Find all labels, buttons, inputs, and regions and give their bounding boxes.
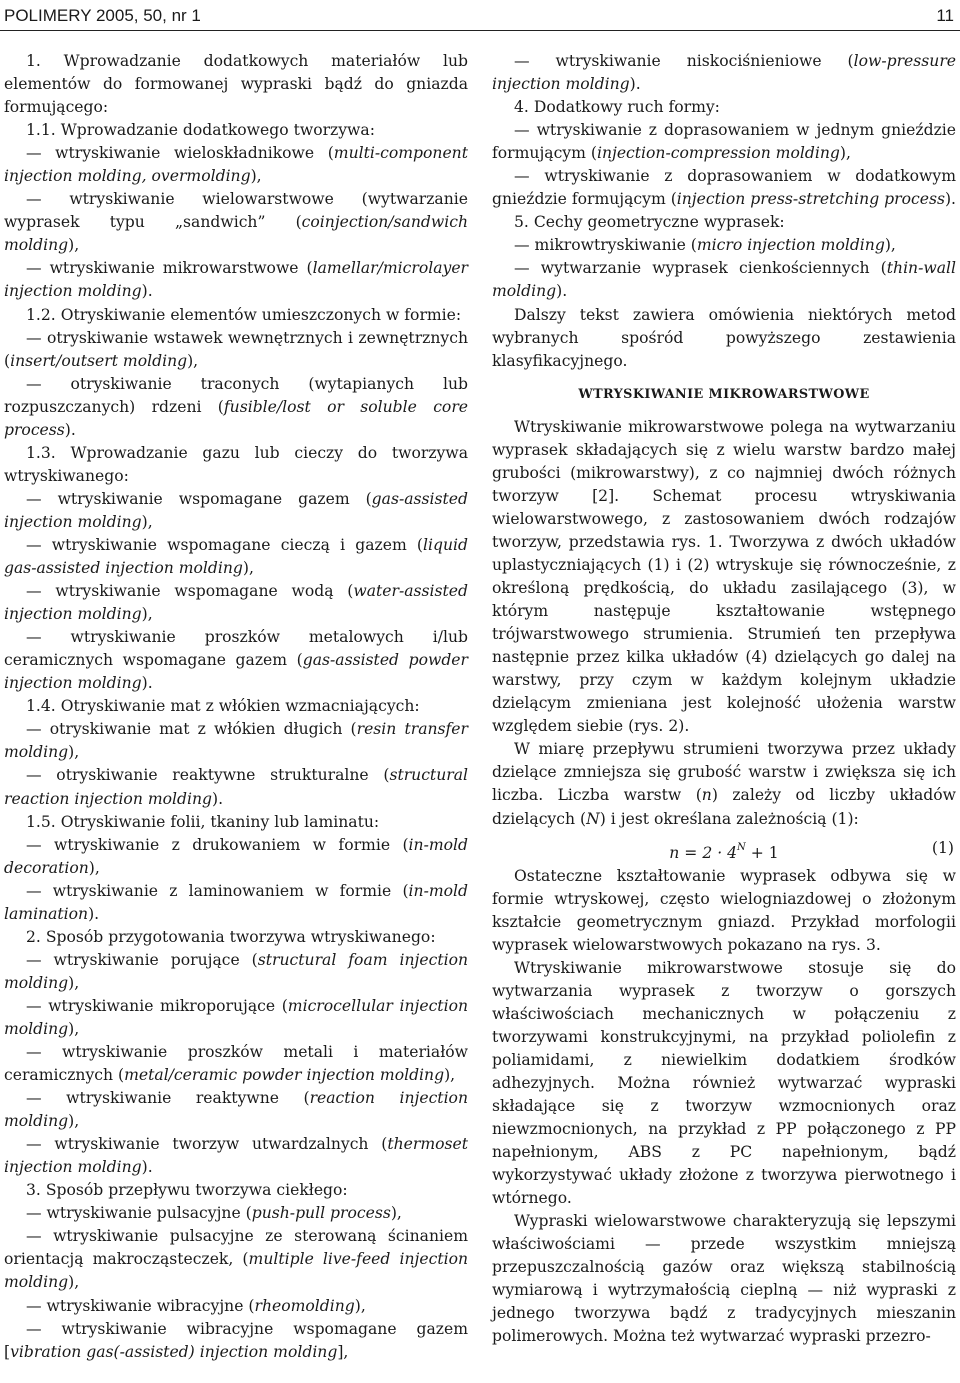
text-run: ),: [354, 1296, 366, 1315]
text-run: — mikrowtryskiwanie (: [514, 236, 697, 255]
page-number: 11: [936, 6, 954, 25]
text-run: 4. Dodatkowy ruch formy:: [514, 98, 720, 117]
italic-term: microcellular injection molding: [4, 996, 468, 1038]
text-run: — otryskiwanie reaktywne strukturalne (: [26, 766, 390, 785]
italic-term: lamellar/microlayer injection molding: [4, 259, 468, 301]
text-run: Ostateczne kształtowanie wyprasek odbywa się w formie wtryskowej, często wielogniazdowej o złożonym kształcie geometrycznym gniazd. Przykład morfologii wyprasek wielowarstwowych pokazano na rys. 3.: [492, 866, 956, 954]
equation-exponent: N: [737, 841, 746, 853]
text-run: — wtryskiwanie z doprasowaniem w dodatkowym gnieździe formującym (: [492, 167, 956, 209]
right-column: [492, 50, 956, 1349]
running-head: [0, 0, 960, 30]
paragraph: [4, 1179, 468, 1202]
equation-base: n = 2 · 4: [669, 843, 738, 862]
text-run: — wtryskiwanie proszków metali i materiałów ceramicznych (: [4, 1043, 468, 1085]
paragraph: [4, 695, 468, 718]
paragraph: [4, 1133, 468, 1179]
text-run: ).: [88, 904, 100, 923]
italic-term: thin-wall molding: [492, 259, 956, 301]
italic-term: in-mold lamination: [4, 881, 468, 923]
italic-term: multiple live-feed injection molding: [4, 1250, 469, 1292]
text-run: ),: [88, 858, 100, 877]
italic-term: thermoset injection molding: [4, 1135, 468, 1177]
paragraph: [492, 119, 956, 165]
text-run: ),: [141, 605, 153, 624]
italic-term: structural foam injection molding: [4, 950, 469, 992]
text-run: ).: [141, 282, 153, 301]
paragraph: [4, 304, 468, 327]
italic-term: vibration gas(-assisted) injection molding: [10, 1342, 338, 1361]
text-run: — wtryskiwanie wielowarstwowe (wytwarzanie wyprasek typu „sandwich” (: [4, 190, 468, 232]
text-run: — otryskiwanie traconych (wytapianych lub rozpuszczanych) rdzeni (: [4, 374, 468, 416]
text-run: — wtryskiwanie proszków metalowych i/lub ceramicznych wspomagane gazem (: [4, 628, 468, 670]
paragraph: [4, 1295, 468, 1318]
paragraph: [4, 119, 468, 142]
text-run: — wtryskiwanie z drukowaniem w formie (: [26, 835, 409, 854]
paragraph: [4, 1041, 468, 1087]
paragraph: [492, 865, 956, 957]
text-run: ),: [68, 973, 80, 992]
text-run: — wtryskiwanie wspomagane wodą (: [26, 582, 354, 601]
italic-term: push-pull process: [251, 1204, 391, 1223]
text-run: 1.3. Wprowadzanie gazu lub cieczy do tworzywa wtryskiwanego:: [4, 443, 468, 485]
paragraph: [4, 949, 468, 995]
paragraph: [4, 373, 468, 442]
text-run: ),: [141, 512, 153, 531]
paragraph: [4, 257, 468, 303]
text-run: — wtryskiwanie wieloskładnikowe (: [26, 144, 334, 163]
paragraph: [4, 1087, 468, 1133]
text-run: ) i jest określana zależnością (1):: [599, 809, 859, 828]
text-run: 1. Wprowadzanie dodatkowych materiałów lub elementów do formowanej wypraski bądź do gniazda formującego:: [4, 52, 468, 117]
text-run: ),: [68, 236, 80, 255]
text-run: — wtryskiwanie wibracyjne (: [26, 1296, 255, 1315]
paragraph: [492, 211, 956, 234]
text-run: ),: [839, 144, 851, 163]
paragraph: [492, 304, 956, 373]
paragraph: [492, 165, 956, 211]
left-column: [4, 50, 468, 1364]
text-run: ).: [944, 190, 956, 209]
text-run: ).: [141, 1158, 153, 1177]
text-run: — wtryskiwanie pulsacyjne (: [26, 1204, 252, 1223]
text-run: ),: [250, 167, 262, 186]
text-run: ).: [211, 789, 224, 808]
text-run: 3. Sposób przepływu tworzywa ciekłego:: [26, 1181, 348, 1200]
paragraph: [4, 764, 468, 810]
text-run: — wtryskiwanie tworzyw utwardzalnych (: [26, 1135, 388, 1154]
paragraph: [4, 718, 468, 764]
paragraph: [492, 416, 956, 739]
paragraph: [492, 234, 956, 257]
text-run: — wtryskiwanie z laminowaniem w formie (: [26, 881, 409, 900]
text-run: — otryskiwanie wstawek wewnętrznych i zewnętrznych (: [4, 328, 468, 370]
text-run: — wtryskiwanie pulsacyjne ze sterowaną ścinaniem orientacją makrocząsteczek, (: [4, 1227, 468, 1269]
italic-term: gas-assisted powder injection molding: [4, 651, 468, 693]
italic-term: fusible/lost or soluble core process: [4, 397, 468, 439]
text-run: ),: [68, 1112, 80, 1131]
text-run: ],: [337, 1342, 349, 1361]
text-run: ),: [444, 1066, 456, 1085]
paragraph: [4, 834, 468, 880]
text-run: 5. Cechy geometryczne wyprasek:: [514, 213, 785, 232]
text-run: WTRYSKIWANIE MIKROWARSTWOWE: [578, 386, 870, 402]
italic-term: insert/outsert molding: [10, 351, 188, 370]
equation: [492, 831, 956, 865]
equation-tail: + 1: [745, 843, 779, 862]
italic-term: gas-assisted injection molding: [4, 489, 468, 531]
paragraph: [4, 1202, 468, 1225]
text-run: Wypraski wielowarstwowe charakteryzują się lepszymi właściwościami — przede wszystkim mniejszą przepuszczalnością gazów oraz większą stabilnością wymiarową i wytrzymałością cieplną — niż wypraski z jednego tworzywa bądź z tradycyjnych mieszanin polimerowych. Można też wytwarzać wypraski przezro-: [492, 1212, 956, 1346]
text-run: — otryskiwanie mat z włókien długich (: [26, 720, 357, 739]
text-run: — wtryskiwanie wspomagane gazem (: [26, 489, 372, 508]
text-run: 1.1. Wprowadzanie dodatkowego tworzywa:: [26, 121, 375, 140]
header-rule: [0, 30, 960, 31]
text-run: ).: [629, 75, 641, 94]
text-run: Dalszy tekst zawiera omówienia niektórych metod wybranych spośród powyższego zestawienia klasyfikacyjnego.: [492, 305, 956, 370]
text-run: — wtryskiwanie z doprasowaniem w jednym gnieździe formującym (: [492, 121, 956, 163]
text-run: ),: [68, 1273, 80, 1292]
paragraph: [4, 488, 468, 534]
text-run: ),: [390, 1204, 402, 1223]
paragraph: [4, 1318, 468, 1364]
paragraph: [4, 1225, 468, 1294]
italic-term: resin transfer molding: [4, 720, 468, 762]
text-run: — wtryskiwanie mikroporujące (: [26, 996, 288, 1015]
paragraph: [4, 442, 468, 488]
paragraph: [492, 957, 956, 1211]
italic-term: injection-compression molding: [596, 144, 840, 163]
italic-term: N: [586, 809, 600, 828]
paragraph: [4, 142, 468, 188]
text-run: ),: [242, 559, 254, 578]
italic-term: in-mold decoration: [4, 835, 468, 877]
italic-term: structural reaction injection molding: [4, 766, 468, 808]
paragraph: [4, 926, 468, 949]
text-run: ) zależy od liczby układów dzielących (: [492, 786, 956, 828]
text-run: ),: [68, 1019, 80, 1038]
paragraph: [4, 880, 468, 926]
text-run: ).: [64, 420, 76, 439]
paragraph: [492, 1210, 956, 1348]
equation-number: (1): [931, 838, 954, 857]
paragraph: [492, 96, 956, 119]
text-run: — wtryskiwanie mikrowarstwowe (: [26, 259, 313, 278]
text-run: — wtryskiwanie wspomagane cieczą i gazem (: [26, 535, 424, 554]
paragraph: [4, 995, 468, 1041]
paragraph: [4, 327, 468, 373]
text-run: 2. Sposób przygotowania tworzywa wtryskiwanego:: [26, 927, 436, 946]
italic-term: micro injection molding: [696, 236, 885, 255]
text-run: 1.4. Otryskiwanie mat z włókien wzmacniających:: [26, 697, 420, 716]
text-run: — wytwarzanie wyprasek cienkościennych (: [514, 259, 887, 278]
text-run: ),: [187, 351, 199, 370]
paragraph: [492, 738, 956, 830]
italic-term: metal/ceramic powder injection molding: [124, 1066, 445, 1085]
text-run: Wtryskiwanie mikrowarstwowe stosuje się do wytwarzania wyprasek z tworzyw o gorszych właściwościach mechanicznych w połączeniu z tworzywami konstrukcyjnymi, na przykład poliolefin z poliamidami, z niewielkim dodatkiem środków adhezyjnych. Można również wytwarzać wypraski składające się z tworzyw wzmocnionych oraz niewzmocnionych, na przykład z PP połączonego z PP napełnionym, ABS z PC napełnionym, bądź wykorzystywać układy złożone z tworzywa pierwotnego i wtórnego.: [492, 958, 956, 1208]
italic-term: liquid gas-assisted injection molding: [4, 535, 468, 578]
italic-term: injection press-stretching process: [676, 190, 945, 209]
text-run: — wtryskiwanie reaktywne (: [26, 1089, 310, 1108]
paragraph: [492, 50, 956, 96]
italic-term: reaction injection molding: [4, 1089, 468, 1131]
italic-term: water-assisted injection molding: [4, 582, 468, 624]
paragraph: [4, 626, 468, 695]
paragraph: [4, 188, 468, 257]
paragraph: [4, 580, 468, 626]
text-run: — wtryskiwanie niskociśnieniowe (: [514, 52, 854, 70]
text-run: Wtryskiwanie mikrowarstwowe polega na wytwarzaniu wyprasek składających się z wielu warstw bardzo małej grubości (mikrowarstwy), z co najmniej dwóch różnych tworzyw [2]. Schemat procesu wtryskiwania wielowarstwowego, z zastosowaniem dwóch rodzajów tworzyw, przedstawia rys. 1. Tworzywa z dwóch układów uplastyczniających (1) i (2) wtryskuje się równocześnie, z określoną prędkością, do układu zasilającego (3), w którym następuje kształtowanie wstępnego trójwarstwowego strumienia. Strumień ten przepływa następnie przez kilka układów (4) dzielących go dalej na warstwy, przy czym w każdym kolejnym układzie dzielącym zmieniana jest kolejność ułożenia warstw względem siebie (rys. 2).: [492, 417, 956, 736]
paragraph: [4, 534, 468, 580]
journal-citation: POLIMERY 2005, 50, nr 1: [4, 6, 201, 25]
text-run: 1.2. Otryskiwanie elementów umieszczonych w formie:: [26, 305, 462, 324]
text-run: ).: [141, 674, 153, 693]
equation-body: [669, 841, 779, 862]
italic-term: multi-component injection molding, overmolding: [4, 144, 468, 186]
text-run: — wtryskiwanie wibracyjne wspomagane gazem [: [4, 1319, 468, 1361]
section-heading: [492, 383, 956, 406]
text-run: W miarę przepływu strumieni tworzywa przez układy dzielące zmniejsza się grubość warstw i zwiększa się ich liczba. Liczba warstw (: [492, 740, 956, 805]
paragraph: [492, 257, 956, 303]
text-run: 1.5. Otryskiwanie folii, tkaniny lub laminatu:: [26, 812, 380, 831]
text-run: ),: [884, 236, 896, 255]
text-run: ).: [556, 282, 568, 301]
italic-term: rheomolding: [254, 1296, 355, 1315]
text-run: — wtryskiwanie porujące (: [26, 950, 258, 969]
italic-term: coinjection/sandwich molding: [4, 213, 468, 255]
italic-term: n: [701, 786, 712, 805]
italic-term: low-pressure injection molding: [492, 52, 956, 94]
paragraph: [4, 50, 468, 119]
paragraph: [4, 811, 468, 834]
text-run: ),: [68, 743, 80, 762]
